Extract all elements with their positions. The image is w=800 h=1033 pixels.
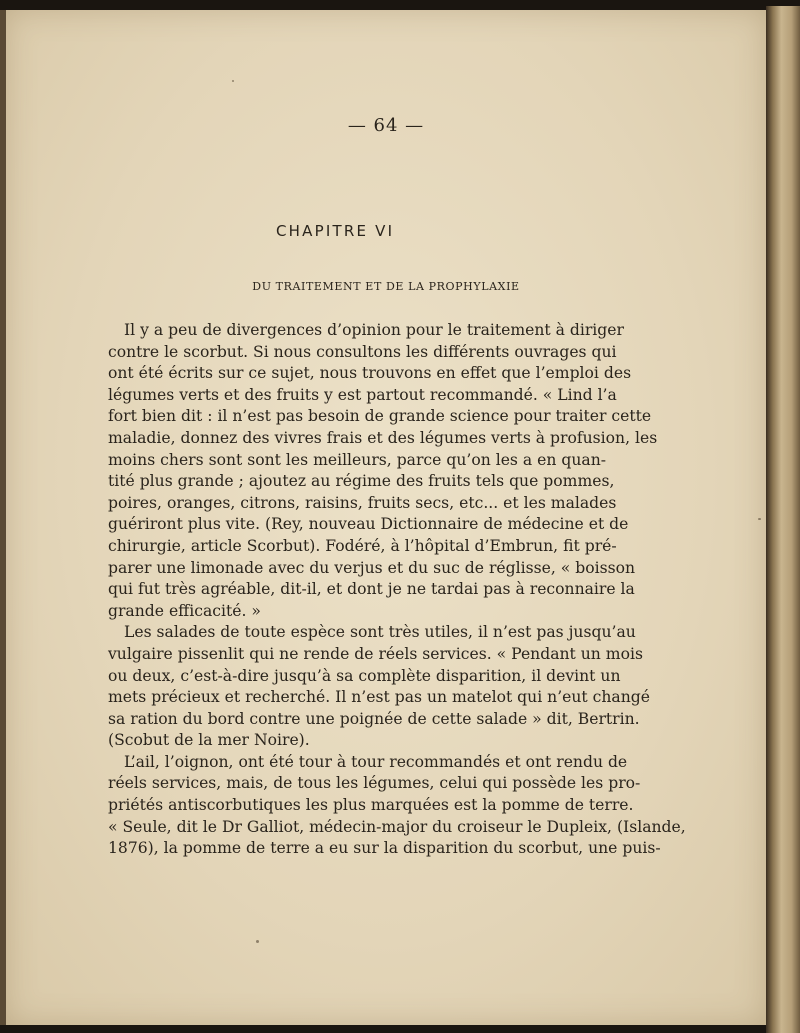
text-line: contre le scorbut. Si nous consultons les différents ouvrages qui	[108, 342, 617, 361]
text-line: légumes verts et des fruits y est partout recommandé. « Lind l’a	[108, 385, 617, 404]
text-line: moins chers sont sont les meilleurs, parce qu’on les a en quan-	[108, 450, 607, 469]
text-line: (Scobut de la mer Noire).	[108, 731, 310, 750]
text-line: tité plus grande ; ajoutez au régime des fruits tels que pommes,	[108, 472, 615, 491]
text-line: fort bien dit : il n’est pas besoin de grande science pour traiter cette	[108, 407, 652, 426]
text-line: « Seule, dit le Dr Galliot, médecin-major du croiseur le Dupleix, (Islande,	[108, 817, 686, 836]
text-line: ont été écrits sur ce sujet, nous trouvons en effet que l’emploi des	[108, 364, 632, 383]
text-line: Il y a peu de divergences d’opinion pour le traitement à diriger	[124, 321, 624, 339]
text-line: réels services, mais, de tous les légumes, celui qui possède les pro-	[108, 774, 641, 793]
text-line: grande efficacité. »	[108, 601, 261, 620]
text-line: maladie, donnez des vivres frais et des légumes verts à profusion, les	[108, 428, 658, 447]
text-line: priétés antiscorbutiques les plus marquées est la pomme de terre.	[108, 796, 634, 815]
text-line: sa ration du bord contre une poignée de cette salade » dit, Bertrin.	[108, 709, 640, 728]
text-line: Les salades de toute espèce sont très utiles, il n’est pas jusqu’au	[124, 623, 636, 642]
text-line: mets précieux et recherché. Il n’est pas un matelot qui n’eut changé	[108, 688, 650, 707]
page-number: — 64 —	[347, 115, 425, 136]
paper-speck	[256, 940, 259, 943]
text-line: ou deux, c’est-à-dire jusqu’à sa complète disparition, il devint un	[108, 666, 621, 685]
body-text	[108, 320, 686, 860]
text-line: vulgaire pissenlit qui ne rende de réels services. « Pendant un mois	[108, 644, 643, 663]
book-page-edge	[766, 6, 800, 1033]
text-line: parer une limonade avec du verjus et du suc de réglisse, « boisson	[108, 558, 636, 577]
book-page	[6, 10, 766, 1025]
paper-speck	[232, 80, 234, 82]
text-line: guériront plus vite. (Rey, nouveau Dictionnaire de médecine et de	[108, 515, 629, 534]
text-line: 1876), la pomme de terre a eu sur la disparition du scorbut, une puis-	[108, 839, 661, 858]
text-line: poires, oranges, citrons, raisins, fruits secs, etc... et les malades	[108, 493, 617, 512]
paper-speck	[758, 518, 761, 520]
chapter-subtitle: DU TRAITEMENT ET DE LA PROPHYLAXIE	[252, 280, 520, 293]
text-line: chirurgie, article Scorbut). Fodéré, à l’hôpital d’Embrun, fit pré-	[108, 536, 617, 555]
text-line: L’ail, l’oignon, ont été tour à tour recommandés et ont rendu de	[124, 752, 628, 771]
chapter-title: CHAPITRE VI	[276, 222, 395, 240]
text-line: qui fut très agréable, dit-il, et dont je ne tardai pas à reconnaire la	[108, 580, 635, 599]
